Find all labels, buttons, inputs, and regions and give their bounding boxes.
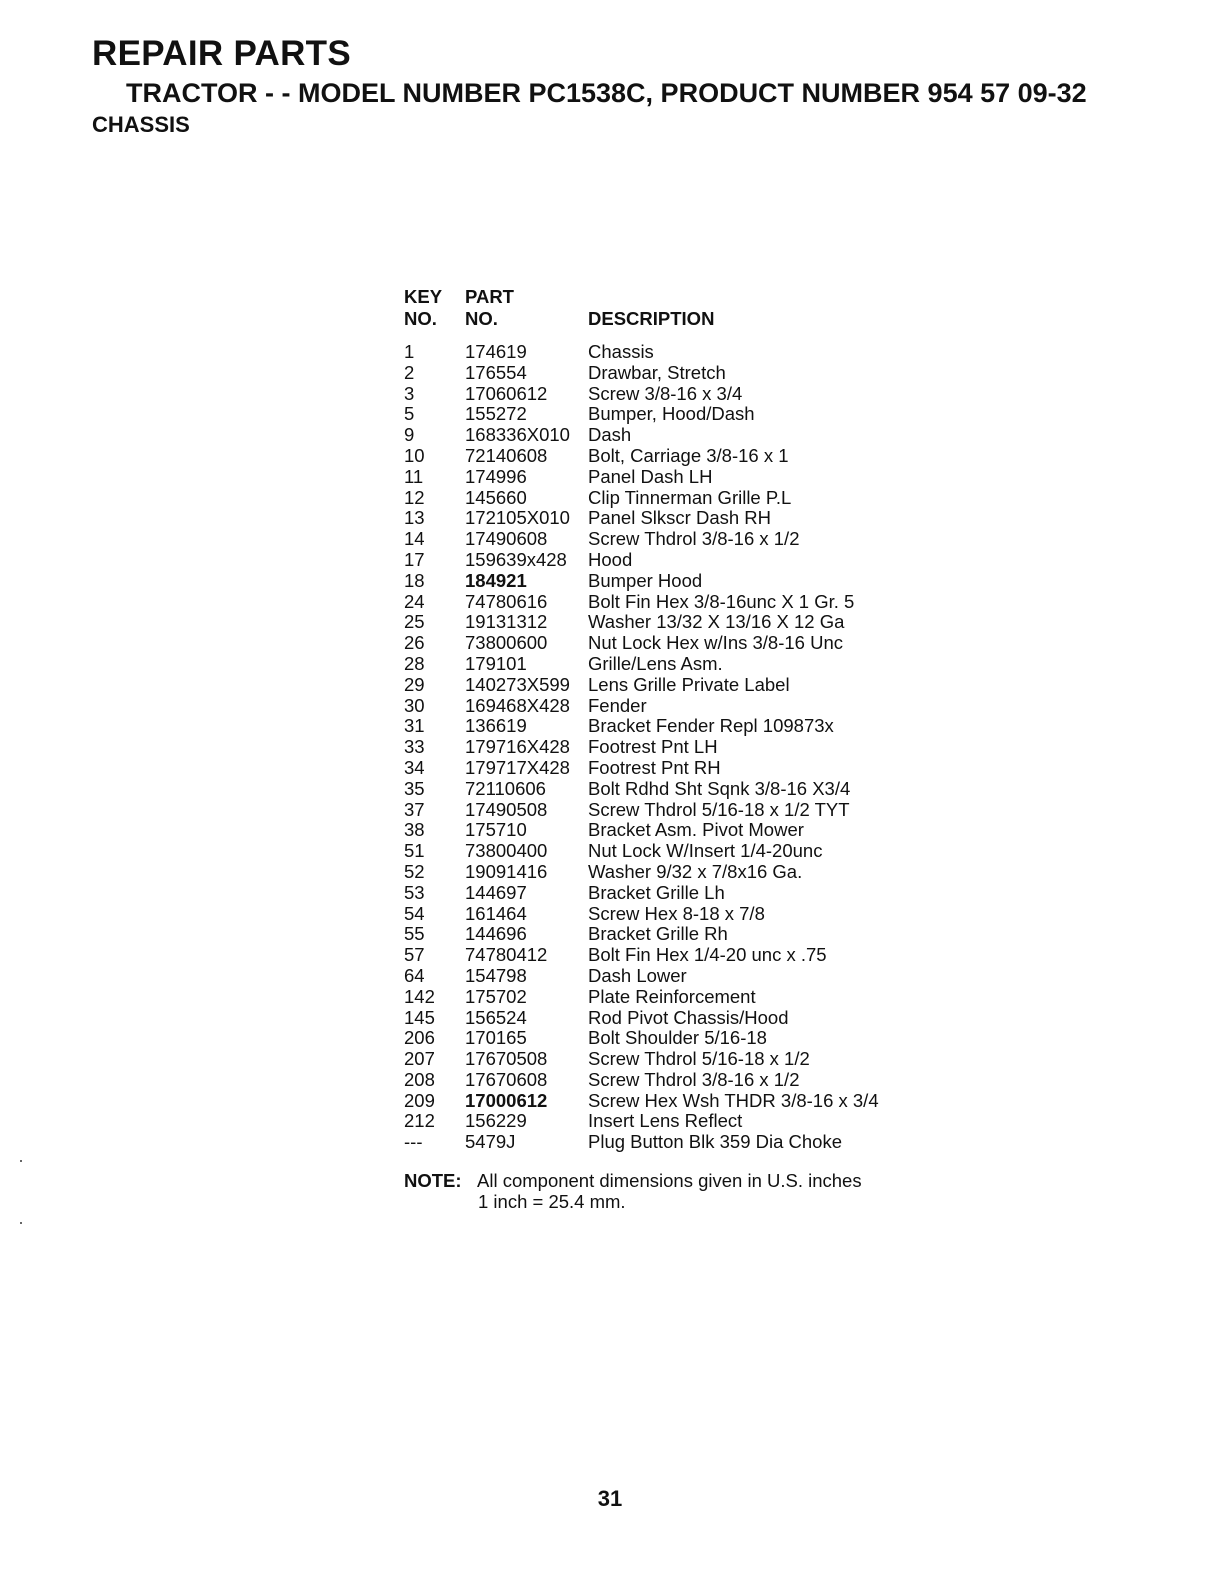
part-no-cell: 161464 <box>465 902 527 924</box>
page-title: REPAIR PARTS <box>92 34 351 73</box>
description-cell: Bumper, Hood/Dash <box>588 403 755 425</box>
key-no-cell: 12 <box>404 486 425 508</box>
part-no-cell: 144697 <box>465 881 527 903</box>
table-row <box>404 425 879 446</box>
key-no-cell: 18 <box>404 569 425 591</box>
description-cell: Clip Tinnerman Grille P.L <box>588 486 792 508</box>
table-row <box>404 924 879 945</box>
description-cell: Bolt, Carriage 3/8-16 x 1 <box>588 444 789 466</box>
key-no-cell: 10 <box>404 444 425 466</box>
key-no-cell: 30 <box>404 694 425 716</box>
key-no-cell: 52 <box>404 860 425 882</box>
description-cell: Bolt Fin Hex 1/4-20 unc x .75 <box>588 944 827 966</box>
description-cell: Bracket Asm. Pivot Mower <box>588 819 804 841</box>
part-no-cell: 156524 <box>465 1006 527 1028</box>
description-cell: Screw Thdrol 5/16-18 x 1/2 <box>588 1048 810 1070</box>
key-no-cell: 29 <box>404 673 425 695</box>
key-no-cell: 5 <box>404 403 415 425</box>
model-subtitle: TRACTOR - - MODEL NUMBER PC1538C, PRODUCT NUMBER 954 57 09-32 <box>126 78 1087 108</box>
part-no-cell: 159639x428 <box>465 548 567 570</box>
part-no-cell: 72110606 <box>465 777 546 799</box>
part-no-cell: 169468X428 <box>465 694 570 716</box>
key-no-cell: 11 <box>404 465 424 487</box>
key-header-line1: KEY <box>404 286 443 307</box>
table-row <box>404 987 879 1008</box>
part-no-header <box>465 286 588 330</box>
table-row <box>404 716 879 737</box>
part-no-cell: 144696 <box>465 923 527 945</box>
key-no-cell: 209 <box>404 1089 435 1111</box>
description-cell: Panel Dash LH <box>588 465 713 487</box>
key-no-cell: 17 <box>404 548 425 570</box>
note-line2: 1 inch = 25.4 mm. <box>478 1191 626 1212</box>
key-no-cell: 51 <box>404 840 425 862</box>
description-cell: Plate Reinforcement <box>588 985 756 1007</box>
part-no-cell: 179716X428 <box>465 736 570 758</box>
description-cell: Insert Lens Reflect <box>588 1110 743 1132</box>
part-no-cell: 174619 <box>465 341 527 362</box>
description-header: DESCRIPTION <box>588 308 715 329</box>
key-no-cell: 26 <box>404 632 425 654</box>
part-no-cell: 172105X010 <box>465 507 570 529</box>
key-no-cell: 206 <box>404 1027 435 1049</box>
description-cell: Fender <box>588 694 647 716</box>
table-row <box>404 342 879 363</box>
description-cell: Screw Thdrol 5/16-18 x 1/2 TYT <box>588 798 850 820</box>
table-row <box>404 654 879 675</box>
description-cell: Screw 3/8-16 x 3/4 <box>588 382 743 404</box>
key-no-cell: 145 <box>404 1006 435 1028</box>
page-number: 31 <box>597 1486 623 1511</box>
description-cell: Washer 9/32 x 7/8x16 Ga. <box>588 860 803 882</box>
table-row <box>404 1091 879 1112</box>
table-row <box>404 758 879 779</box>
part-no-cell: 179101 <box>465 652 527 674</box>
key-no-cell: 1 <box>404 341 415 362</box>
part-no-cell: 19131312 <box>465 611 548 633</box>
part-no-cell: 136619 <box>465 715 527 737</box>
key-no-cell: 14 <box>404 528 425 550</box>
key-no-cell: 31 <box>404 715 425 737</box>
table-row <box>404 1070 879 1091</box>
key-no-cell: 13 <box>404 507 425 529</box>
part-no-cell: 154798 <box>465 964 527 986</box>
key-no-cell: 28 <box>404 652 425 674</box>
key-no-cell: 53 <box>404 881 425 903</box>
table-row <box>404 633 879 654</box>
note-text <box>477 1170 862 1212</box>
part-header-line2: NO. <box>465 308 498 329</box>
part-no-cell: 168336X010 <box>465 424 570 446</box>
description-cell: Screw Thdrol 3/8-16 x 1/2 <box>588 528 800 550</box>
description-cell: Nut Lock Hex w/Ins 3/8-16 Unc <box>588 632 843 654</box>
part-no-cell: 145660 <box>465 486 527 508</box>
table-row <box>404 571 879 592</box>
description-cell: Footrest Pnt RH <box>588 756 721 778</box>
part-no-cell: 140273X599 <box>465 673 570 695</box>
part-no-cell: 170165 <box>465 1027 527 1049</box>
parts-table-body <box>404 342 879 1153</box>
note <box>404 1170 862 1212</box>
description-cell: Grille/Lens Asm. <box>588 652 723 674</box>
description-cell: Footrest Pnt LH <box>588 736 718 758</box>
part-no-cell: 155272 <box>465 403 527 425</box>
part-no-cell: 74780412 <box>465 944 548 966</box>
table-row <box>404 1008 879 1029</box>
part-no-cell: 73800600 <box>465 632 548 654</box>
note-line1: All component dimensions given in U.S. inches <box>477 1170 862 1191</box>
description-cell: Plug Button Blk 359 Dia Choke <box>588 1131 843 1153</box>
key-no-cell: 208 <box>404 1068 435 1090</box>
part-no-cell: 17000612 <box>465 1089 548 1111</box>
table-row <box>404 820 879 841</box>
parts-table <box>404 284 879 1153</box>
table-row <box>404 529 879 550</box>
key-no-cell: 38 <box>404 819 425 841</box>
note-label: NOTE: <box>404 1170 462 1191</box>
table-row <box>404 1111 879 1132</box>
table-row <box>404 446 879 467</box>
key-header-line2: NO. <box>404 308 437 329</box>
description-cell: Lens Grille Private Label <box>588 673 790 695</box>
part-no-cell: 17060612 <box>465 382 548 404</box>
table-row <box>404 904 879 925</box>
description-cell: Bolt Shoulder 5/16-18 <box>588 1027 767 1049</box>
key-no-cell: 33 <box>404 736 425 758</box>
part-no-cell: 174996 <box>465 465 527 487</box>
key-no-cell: 54 <box>404 902 425 924</box>
table-row <box>404 1049 879 1070</box>
description-cell: Screw Hex Wsh THDR 3/8-16 x 3/4 <box>588 1089 879 1111</box>
table-row <box>404 945 879 966</box>
part-header-line1: PART <box>465 286 514 307</box>
description-cell: Chassis <box>588 341 654 362</box>
key-no-cell: 34 <box>404 756 425 778</box>
table-row <box>404 800 879 821</box>
key-no-cell: 142 <box>404 985 435 1007</box>
description-cell: Bolt Fin Hex 3/8-16unc X 1 Gr. 5 <box>588 590 855 612</box>
scan-speck <box>20 1160 22 1162</box>
part-no-cell: 5479J <box>465 1131 516 1153</box>
description-cell: Washer 13/32 X 13/16 X 12 Ga <box>588 611 845 633</box>
table-row <box>404 508 879 529</box>
description-cell: Bracket Fender Repl 109873x <box>588 715 834 737</box>
key-no-cell: --- <box>404 1131 423 1153</box>
key-no-cell: 25 <box>404 611 425 633</box>
part-no-cell: 17670608 <box>465 1068 548 1090</box>
description-cell: Screw Hex 8-18 x 7/8 <box>588 902 765 924</box>
table-row <box>404 592 879 613</box>
description-cell: Bracket Grille Rh <box>588 923 728 945</box>
table-row <box>404 404 879 425</box>
table-row <box>404 488 879 509</box>
key-no-cell: 24 <box>404 590 425 612</box>
key-no-cell: 3 <box>404 382 415 404</box>
key-no-cell: 2 <box>404 361 415 383</box>
part-no-cell: 72140608 <box>465 444 548 466</box>
description-cell: Panel Slkscr Dash RH <box>588 507 772 529</box>
table-row <box>404 550 879 571</box>
part-no-cell: 175702 <box>465 985 527 1007</box>
description-cell: Bolt Rdhd Sht Sqnk 3/8-16 X3/4 <box>588 777 851 799</box>
description-cell: Bumper Hood <box>588 569 703 591</box>
part-no-cell: 19091416 <box>465 860 548 882</box>
part-no-cell: 73800400 <box>465 840 548 862</box>
key-no-cell: 37 <box>404 798 425 820</box>
part-no-cell: 184921 <box>465 569 527 591</box>
description-cell: Dash Lower <box>588 964 687 986</box>
description-cell: Dash <box>588 424 632 446</box>
description-cell: Bracket Grille Lh <box>588 881 725 903</box>
table-row <box>404 1028 879 1049</box>
table-row <box>404 779 879 800</box>
table-row <box>404 384 879 405</box>
key-no-cell: 35 <box>404 777 425 799</box>
table-row <box>404 696 879 717</box>
key-no-cell: 207 <box>404 1048 435 1070</box>
parts-table-header <box>404 284 879 330</box>
table-row <box>404 675 879 696</box>
part-no-cell: 17490508 <box>465 798 548 820</box>
key-no-cell: 212 <box>404 1110 435 1132</box>
table-row <box>404 467 879 488</box>
part-no-cell: 74780616 <box>465 590 548 612</box>
description-cell: Drawbar, Stretch <box>588 361 726 383</box>
part-no-cell: 17670508 <box>465 1048 548 1070</box>
section-title: CHASSIS <box>92 112 190 137</box>
part-no-cell: 176554 <box>465 361 527 383</box>
table-row <box>404 883 879 904</box>
part-no-cell: 175710 <box>465 819 527 841</box>
table-row <box>404 363 879 384</box>
key-no-cell: 64 <box>404 964 425 986</box>
description-cell: Nut Lock W/Insert 1/4-20unc <box>588 840 823 862</box>
key-no-header <box>404 286 465 330</box>
table-row <box>404 966 879 987</box>
key-no-cell: 57 <box>404 944 425 966</box>
table-row <box>404 841 879 862</box>
part-no-cell: 156229 <box>465 1110 527 1132</box>
description-cell: Hood <box>588 548 633 570</box>
table-row <box>404 612 879 633</box>
table-row <box>404 862 879 883</box>
description-cell: Screw Thdrol 3/8-16 x 1/2 <box>588 1068 800 1090</box>
part-no-cell: 17490608 <box>465 528 548 550</box>
table-row <box>404 1132 879 1153</box>
key-no-cell: 55 <box>404 923 425 945</box>
description-cell: Rod Pivot Chassis/Hood <box>588 1006 789 1028</box>
scan-speck <box>20 1222 22 1224</box>
part-no-cell: 179717X428 <box>465 756 570 778</box>
table-row <box>404 737 879 758</box>
key-no-cell: 9 <box>404 424 415 446</box>
